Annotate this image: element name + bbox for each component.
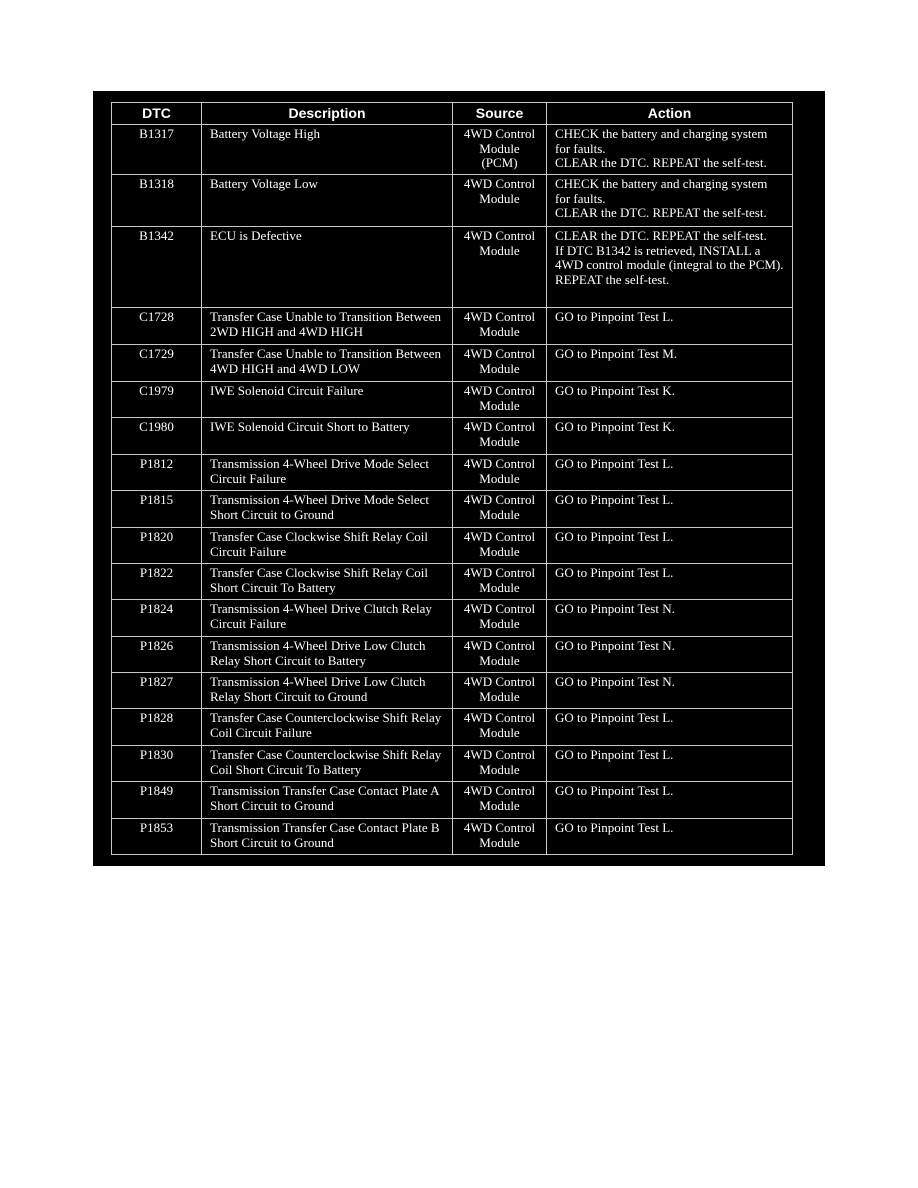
source-cell: 4WD Control Module xyxy=(453,345,547,382)
description-cell: Transfer Case Clockwise Shift Relay Coil Circuit Failure xyxy=(202,528,453,564)
header-action: Action xyxy=(547,103,793,125)
action-cell: GO to Pinpoint Test L. xyxy=(547,709,793,746)
action-cell: GO to Pinpoint Test M. xyxy=(547,345,793,382)
description-cell: ECU is Defective xyxy=(202,227,453,308)
dtc-cell: B1318 xyxy=(112,175,202,227)
source-cell: 4WD Control Module xyxy=(453,819,547,855)
table-row xyxy=(112,491,793,528)
action-cell: GO to Pinpoint Test K. xyxy=(547,382,793,418)
source-cell: 4WD Control Module (PCM) xyxy=(453,125,547,175)
source-cell: 4WD Control Module xyxy=(453,382,547,418)
source-cell: 4WD Control Module xyxy=(453,600,547,637)
description-cell: IWE Solenoid Circuit Short to Battery xyxy=(202,418,453,455)
source-cell: 4WD Control Module xyxy=(453,491,547,528)
dtc-cell: P1812 xyxy=(112,455,202,491)
table-header-row xyxy=(112,103,793,125)
action-cell: GO to Pinpoint Test L. xyxy=(547,308,793,345)
table-row xyxy=(112,819,793,855)
table-row xyxy=(112,455,793,491)
table-row xyxy=(112,175,793,227)
dtc-cell: P1820 xyxy=(112,528,202,564)
action-cell: GO to Pinpoint Test L. xyxy=(547,455,793,491)
table-row xyxy=(112,673,793,709)
description-cell: Transmission 4-Wheel Drive Low Clutch Relay Short Circuit to Battery xyxy=(202,637,453,673)
description-cell: Transmission Transfer Case Contact Plate A Short Circuit to Ground xyxy=(202,782,453,819)
description-cell: Transfer Case Unable to Transition Between 4WD HIGH and 4WD LOW xyxy=(202,345,453,382)
source-cell: 4WD Control Module xyxy=(453,564,547,600)
header-description: Description xyxy=(202,103,453,125)
dtc-cell: P1824 xyxy=(112,600,202,637)
action-cell: CHECK the battery and charging system for faults. CLEAR the DTC. REPEAT the self-test. xyxy=(547,175,793,227)
action-cell: GO to Pinpoint Test L. xyxy=(547,819,793,855)
source-cell: 4WD Control Module xyxy=(453,418,547,455)
dtc-table xyxy=(111,102,793,855)
description-cell: Transfer Case Unable to Transition Between 2WD HIGH and 4WD HIGH xyxy=(202,308,453,345)
header-dtc: DTC xyxy=(112,103,202,125)
source-cell: 4WD Control Module xyxy=(453,455,547,491)
table-row xyxy=(112,345,793,382)
table-row xyxy=(112,746,793,782)
dtc-cell: P1849 xyxy=(112,782,202,819)
action-cell: GO to Pinpoint Test L. xyxy=(547,528,793,564)
source-cell: 4WD Control Module xyxy=(453,528,547,564)
dtc-cell: P1827 xyxy=(112,673,202,709)
description-cell: Transmission Transfer Case Contact Plate B Short Circuit to Ground xyxy=(202,819,453,855)
table-row xyxy=(112,637,793,673)
action-cell: GO to Pinpoint Test N. xyxy=(547,673,793,709)
dtc-cell: C1729 xyxy=(112,345,202,382)
action-cell: CLEAR the DTC. REPEAT the self-test. If DTC B1342 is retrieved, INSTALL a 4WD control module (integral to the PCM). REPEAT the self-test. xyxy=(547,227,793,308)
action-cell: GO to Pinpoint Test K. xyxy=(547,418,793,455)
table-row xyxy=(112,782,793,819)
table-row xyxy=(112,564,793,600)
description-cell: Transfer Case Counterclockwise Shift Relay Coil Circuit Failure xyxy=(202,709,453,746)
description-cell: Transmission 4-Wheel Drive Mode Select Short Circuit to Ground xyxy=(202,491,453,528)
action-cell: GO to Pinpoint Test N. xyxy=(547,637,793,673)
description-cell: Transmission 4-Wheel Drive Clutch Relay Circuit Failure xyxy=(202,600,453,637)
dtc-cell: P1828 xyxy=(112,709,202,746)
dtc-cell: C1728 xyxy=(112,308,202,345)
action-cell: CHECK the battery and charging system for faults. CLEAR the DTC. REPEAT the self-test. xyxy=(547,125,793,175)
dtc-cell: P1822 xyxy=(112,564,202,600)
action-cell: GO to Pinpoint Test L. xyxy=(547,782,793,819)
action-cell: GO to Pinpoint Test L. xyxy=(547,491,793,528)
dtc-cell: P1826 xyxy=(112,637,202,673)
table-row xyxy=(112,709,793,746)
source-cell: 4WD Control Module xyxy=(453,709,547,746)
source-cell: 4WD Control Module xyxy=(453,227,547,308)
source-cell: 4WD Control Module xyxy=(453,673,547,709)
description-cell: IWE Solenoid Circuit Failure xyxy=(202,382,453,418)
header-source: Source xyxy=(453,103,547,125)
table-row xyxy=(112,227,793,308)
table-row xyxy=(112,418,793,455)
description-cell: Battery Voltage Low xyxy=(202,175,453,227)
table-row xyxy=(112,308,793,345)
description-cell: Transfer Case Clockwise Shift Relay Coil Short Circuit To Battery xyxy=(202,564,453,600)
source-cell: 4WD Control Module xyxy=(453,637,547,673)
dtc-cell: P1853 xyxy=(112,819,202,855)
description-cell: Transmission 4-Wheel Drive Low Clutch Relay Short Circuit to Ground xyxy=(202,673,453,709)
table-row xyxy=(112,600,793,637)
action-cell: GO to Pinpoint Test L. xyxy=(547,746,793,782)
description-cell: Battery Voltage High xyxy=(202,125,453,175)
dtc-cell: C1979 xyxy=(112,382,202,418)
source-cell: 4WD Control Module xyxy=(453,308,547,345)
action-cell: GO to Pinpoint Test L. xyxy=(547,564,793,600)
dtc-cell: B1317 xyxy=(112,125,202,175)
source-cell: 4WD Control Module xyxy=(453,782,547,819)
dtc-cell: P1815 xyxy=(112,491,202,528)
description-cell: Transmission 4-Wheel Drive Mode Select Circuit Failure xyxy=(202,455,453,491)
table-row xyxy=(112,125,793,175)
source-cell: 4WD Control Module xyxy=(453,175,547,227)
dtc-cell: B1342 xyxy=(112,227,202,308)
source-cell: 4WD Control Module xyxy=(453,746,547,782)
dtc-cell: C1980 xyxy=(112,418,202,455)
action-cell: GO to Pinpoint Test N. xyxy=(547,600,793,637)
dtc-cell: P1830 xyxy=(112,746,202,782)
table-row xyxy=(112,382,793,418)
table-row xyxy=(112,528,793,564)
description-cell: Transfer Case Counterclockwise Shift Relay Coil Short Circuit To Battery xyxy=(202,746,453,782)
dtc-table-panel xyxy=(93,91,825,866)
